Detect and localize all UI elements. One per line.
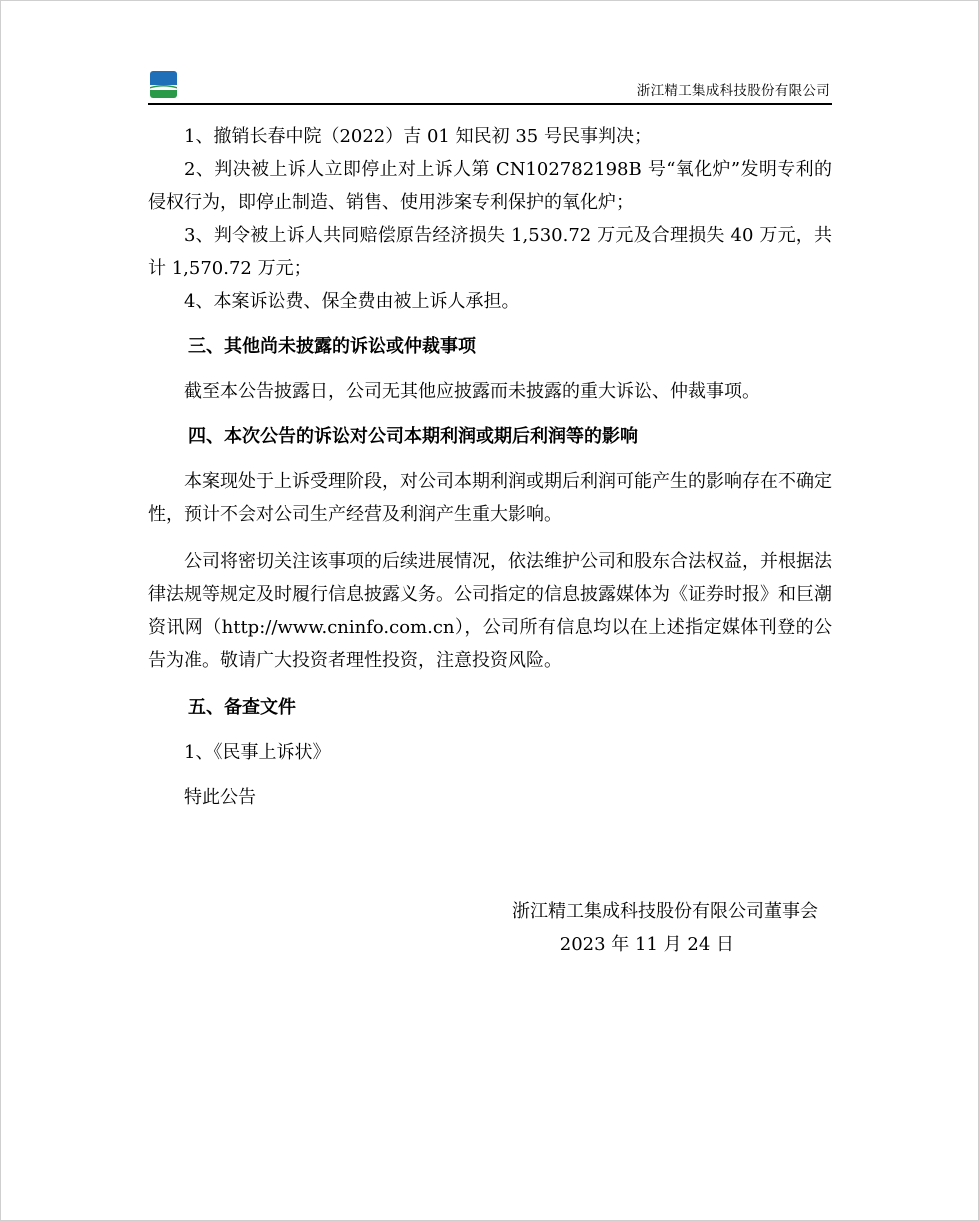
section4-heading: 四、本次公告的诉讼对公司本期利润或期后利润等的影响	[188, 426, 638, 447]
section5-heading: 五、备查文件	[188, 697, 296, 718]
signature-company: 浙江精工集成科技股份有限公司董事会	[512, 901, 818, 922]
reference-document-1: 1、《民事上诉状》	[184, 742, 331, 763]
section4-paragraph-1: 本案现处于上诉受理阶段，对公司本期利润或期后利润可能产生的影响存在不确定性，预计不会对公司生产经营及利润产生重大影响。	[148, 471, 832, 525]
appeal-request-1: 1、撤销长春中院（2022）吉 01 知民初 35 号民事判决；	[184, 126, 652, 147]
appeal-request-3: 3、判令被上诉人共同赔偿原告经济损失 1,530.72 万元及合理损失 40 万元，共计 1,570.72 万元；	[148, 225, 832, 279]
company-logo-icon	[150, 71, 177, 98]
signature-date: 2023 年 11 月 24 日	[559, 934, 734, 955]
appeal-request-4: 4、本案诉讼费、保全费由被上诉人承担。	[184, 291, 520, 312]
section3-text: 截至本公告披露日，公司无其他应披露而未披露的重大诉讼、仲裁事项。	[184, 381, 760, 402]
header-company-name: 浙江精工集成科技股份有限公司	[636, 83, 830, 99]
appeal-request-2: 2、判决被上诉人立即停止对上诉人第 CN102782198B 号“氧化炉”发明专利的侵权行为，即停止制造、销售、使用涉案专利保护的氧化炉；	[148, 159, 832, 213]
page-header	[148, 70, 832, 105]
closing-statement: 特此公告	[184, 787, 256, 808]
announcement-body	[148, 120, 832, 814]
section3-heading: 三、其他尚未披露的诉讼或仲裁事项	[188, 336, 476, 357]
signature-block	[148, 895, 832, 961]
section4-paragraph-2: 公司将密切关注该事项的后续进展情况，依法维护公司和股东合法权益，并根据法律法规等规定及时履行信息披露义务。公司指定的信息披露媒体为《证券时报》和巨潮资讯网（http://www.cninfo.com.cn），公司所有信息均以在上述指定媒体刊登的公告为准。敬请广大投资者理性投资，注意投资风险。	[148, 551, 832, 671]
